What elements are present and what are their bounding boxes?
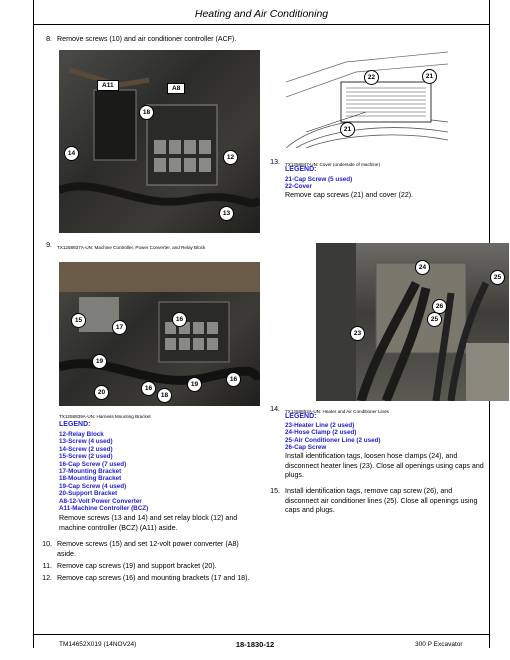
callout-19-left: 19 [92, 354, 107, 369]
callout-22: 22 [364, 70, 379, 85]
legend-item: 13-Screw (4 used) [59, 438, 113, 446]
step-text: Remove cap screws (16) and mounting brackets (17 and 18). [57, 574, 250, 582]
header-rule [33, 24, 490, 25]
callout-16-right: 16 [226, 372, 241, 387]
legend-item: 25-Air Conditioner Line (2 used) [285, 436, 381, 444]
callout-21-left: 21 [340, 122, 355, 137]
lines-legend-title: LEGEND: [285, 413, 317, 420]
cover-underside-sketch [286, 42, 448, 148]
relay-block-photo [59, 50, 260, 233]
step-text-line2: aside. [57, 549, 76, 558]
step-10 [38, 540, 278, 560]
footer-model: 300 P Excavator [415, 641, 463, 648]
step-number: 8. [46, 35, 52, 43]
cover-illustration [286, 42, 448, 148]
callout-19-right: 19 [187, 377, 202, 392]
legend-item: A8-12-Volt Power Converter [59, 497, 142, 505]
legend-item: 15-Screw (2 used) [59, 453, 113, 461]
legend-item: 17-Mounting Bracket [59, 468, 122, 475]
legend-item: 20-Support Bracket [59, 490, 118, 498]
figure-caption: TX1258837A-UN: Machine Controller, Power Converter, and Relay Block [57, 245, 206, 250]
callout-16-top: 16 [172, 312, 187, 327]
callout-23: 23 [350, 326, 365, 341]
callout-17: 17 [112, 320, 127, 335]
step-13-text: Remove cap screws (21) and cover (22). [285, 191, 414, 199]
callout-16-bottom: 16 [141, 381, 156, 396]
callout-A8: A8 [167, 83, 185, 94]
step-14-line1: Install identification tags, loosen hose clamps (24), and [285, 452, 458, 460]
bracket-instruction-line2: machine controller (BCZ) (A11) aside. [59, 523, 178, 532]
step-number: 10. [42, 540, 52, 548]
step-14-line3: plugs. [285, 471, 304, 479]
step-text: Remove screws (10) and air conditioner controller (ACF). [57, 35, 237, 43]
step-text: Remove cap screws (19) and support bracket (20). [57, 562, 217, 570]
bracket-instruction-line1: Remove screws (13 and 14) and set relay block (12) and [59, 514, 238, 522]
legend-item: 16-Cap Screw (7 used) [59, 460, 127, 468]
legend-item: 21-Cap Screw (5 used) [285, 176, 353, 183]
step-number: 13. [270, 158, 280, 166]
heater-lines-illustration [316, 243, 509, 401]
legend-item: 12-Relay Block [59, 431, 104, 438]
callout-15: 15 [71, 313, 86, 328]
callout-25-bottom: 25 [427, 312, 442, 327]
step-15 [266, 487, 490, 517]
controller-housing [94, 90, 136, 160]
footer-page-number: 18-1830-12 [235, 640, 275, 649]
step-text-line1: Install identification tags, remove cap screw (26), and [285, 487, 453, 495]
bracket-caption: TX1258839A-UN: Harness Mounting Bracket [59, 414, 151, 419]
step-14-line2: disconnect heater lines (23). Close all openings using caps and [285, 461, 484, 470]
cover-legend-title: LEGEND: [285, 166, 317, 173]
legend-item: 14-Screw (2 used) [59, 445, 113, 453]
callout-20: 20 [94, 385, 109, 400]
callout-A11: A11 [97, 80, 119, 91]
callout-18: 18 [157, 388, 172, 403]
step-text-line2: disconnect air conditioner lines (25). Close all openings using [285, 496, 478, 505]
callout-12: 12 [223, 150, 238, 165]
relay-block-illustration [59, 50, 260, 233]
callout-24: 24 [415, 260, 430, 275]
legend-item: 18-Mounting Bracket [59, 475, 122, 483]
harness-bracket-photo [59, 262, 260, 406]
step-number: 12. [42, 574, 52, 582]
footer-doc-id: TM14652X019 (14NOV24) [59, 641, 137, 648]
heater-lines-photo [316, 243, 509, 401]
legend-item: 24-Hose Clamp (2 used) [285, 429, 357, 437]
legend-item: 26-Cap Screw [285, 444, 327, 452]
bracket-legend-title: LEGEND: [59, 421, 91, 428]
step-number: 15. [270, 487, 280, 495]
step-text-line1: Remove screws (15) and set 12-volt power converter (A8) [57, 540, 239, 548]
frame-left [316, 243, 356, 401]
callout-26: 26 [432, 299, 447, 314]
step-8 [38, 35, 278, 45]
step-12 [38, 574, 278, 584]
step-number: 11. [42, 562, 52, 570]
step-9 [38, 241, 268, 251]
step-11 [38, 562, 278, 572]
legend-item: 22-Cover [285, 183, 312, 191]
panel-top [59, 262, 260, 292]
callout-14: 14 [64, 146, 79, 161]
page-header: Heating and Air Conditioning [194, 8, 329, 20]
callout-18: 18 [139, 105, 154, 120]
figure-caption: TX1258847-UN: Cover (underside of machine) [285, 162, 380, 167]
callout-13: 13 [219, 206, 234, 221]
step-text-line3: caps and plugs. [285, 506, 335, 514]
footer-rule [33, 634, 490, 635]
legend-item: 19-Cap Screw (4 used) [59, 482, 127, 490]
step-number: 14. [270, 405, 280, 413]
legend-item: A11-Machine Controller (BCZ) [59, 505, 149, 512]
callout-25-top: 25 [490, 270, 505, 285]
wire-harness [59, 186, 260, 203]
legend-item: 23-Heater Line (2 used) [285, 422, 355, 429]
step-number: 9. [46, 241, 52, 249]
callout-21-right: 21 [422, 69, 437, 84]
figure-caption: TX1258852A-UN: Heater and Air Conditioner Lines [285, 409, 389, 414]
